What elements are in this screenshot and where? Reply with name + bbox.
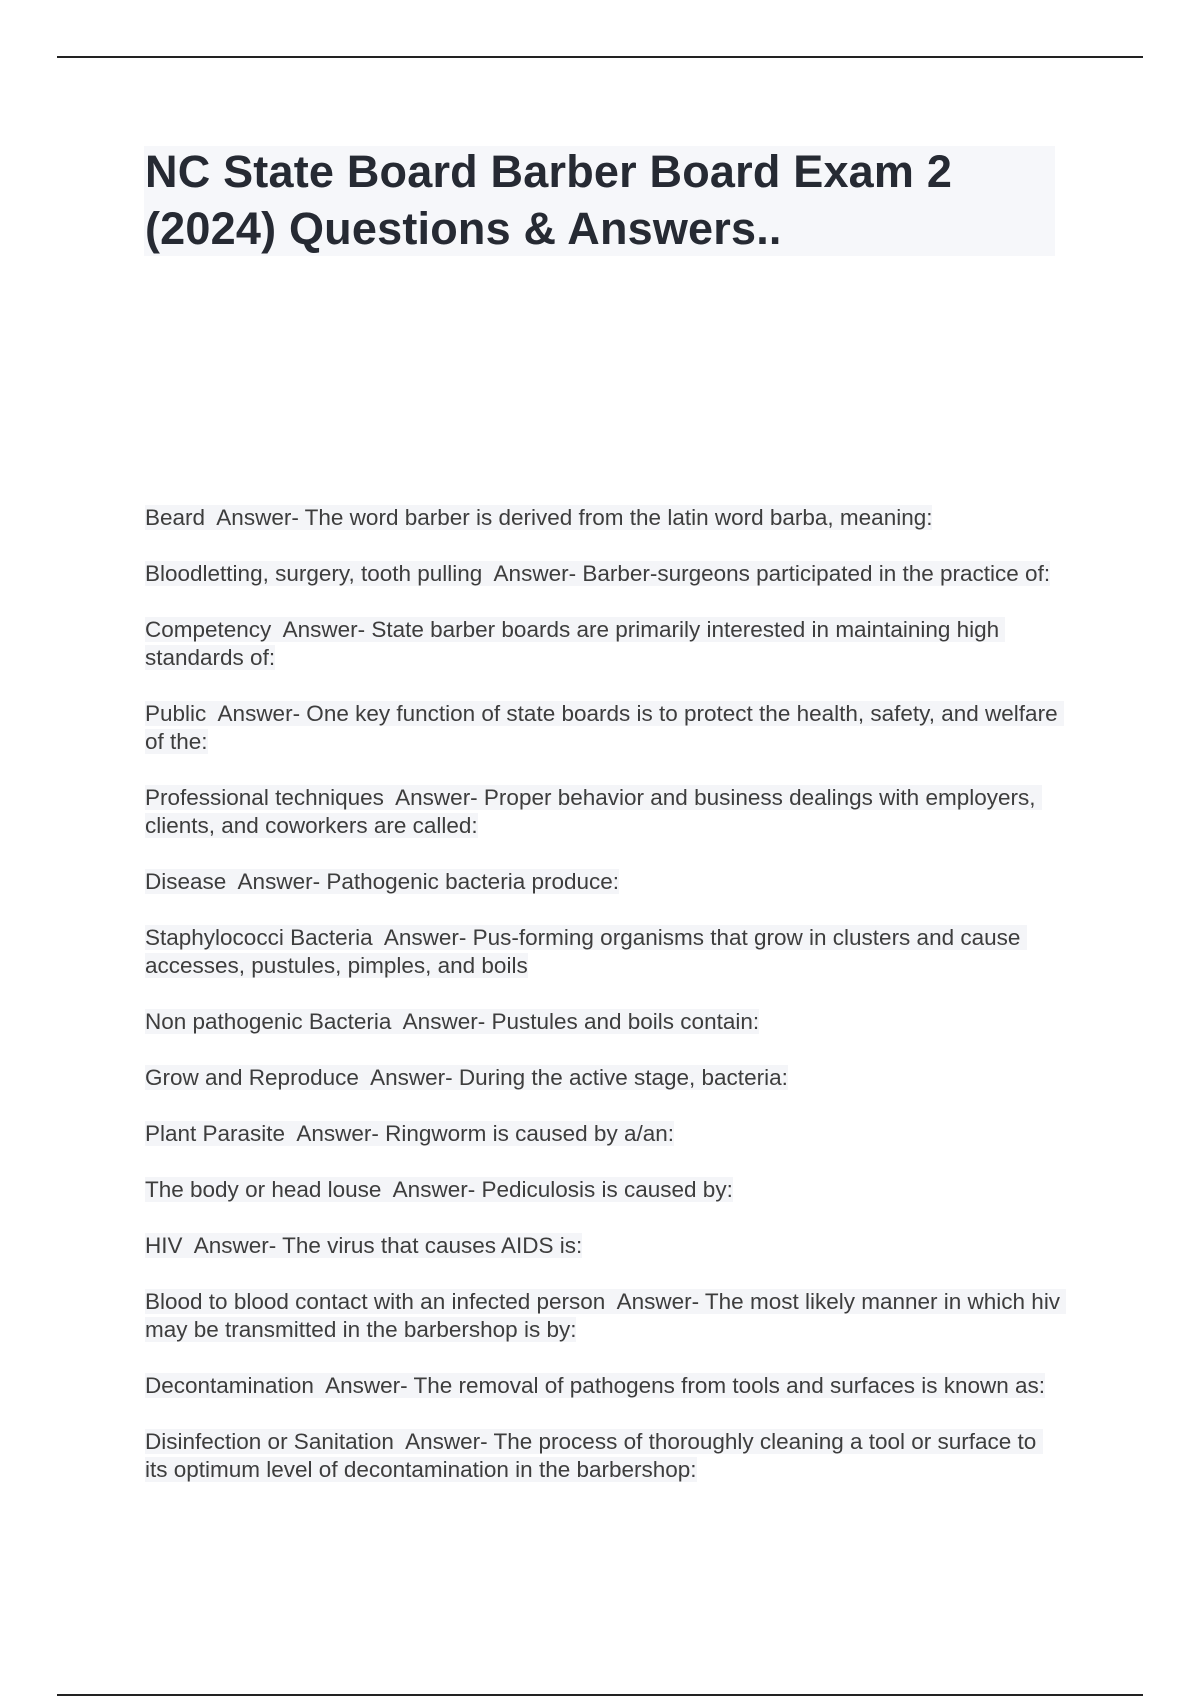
list-item (145, 1232, 1065, 1260)
list-item (145, 700, 1065, 756)
qa-text: Disease Answer- Pathogenic bacteria produce: (145, 869, 620, 894)
qa-text: Public Answer- One key function of state boards is to protect the health, safety, and welfare of the: (145, 701, 1064, 754)
qa-text: Decontamination Answer- The removal of pathogens from tools and surfaces is known as: (145, 1373, 1046, 1398)
page-title: NC State Board Barber Board Exam 2 (2024) Questions & Answers.. (145, 146, 953, 254)
list-item (145, 1064, 1065, 1092)
list-item (145, 1428, 1065, 1484)
qa-text: Beard Answer- The word barber is derived from the latin word barba, meaning: (145, 505, 933, 530)
list-item (145, 1288, 1065, 1344)
list-item (145, 504, 1065, 532)
qa-text: Bloodletting, surgery, tooth pulling Answer- Barber-surgeons participated in the practice of: (145, 561, 1051, 586)
qa-text: Non pathogenic Bacteria Answer- Pustules and boils contain: (145, 1009, 760, 1034)
list-item (145, 784, 1065, 840)
list-item (145, 1372, 1065, 1400)
list-item (145, 868, 1065, 896)
qa-list (145, 504, 1065, 1512)
qa-text: HIV Answer- The virus that causes AIDS is: (145, 1233, 583, 1258)
qa-text: Disinfection or Sanitation Answer- The process of thoroughly cleaning a tool or surface to its optimum level of decontamination in the barbershop: (145, 1429, 1043, 1482)
qa-text: Grow and Reproduce Answer- During the active stage, bacteria: (145, 1065, 788, 1090)
list-item (145, 1120, 1065, 1148)
list-item (145, 924, 1065, 980)
qa-text: The body or head louse Answer- Pediculosis is caused by: (145, 1177, 733, 1202)
list-item (145, 1176, 1065, 1204)
list-item (145, 560, 1065, 588)
qa-text: Plant Parasite Answer- Ringworm is caused by a/an: (145, 1121, 674, 1146)
list-item (145, 616, 1065, 672)
list-item (145, 1008, 1065, 1036)
top-divider (57, 56, 1143, 58)
qa-text: Professional techniques Answer- Proper behavior and business dealings with employers, clients, and coworkers are called: (145, 785, 1042, 838)
qa-text: Staphylococci Bacteria Answer- Pus-forming organisms that grow in clusters and cause accesses, pustules, pimples, and boils (145, 925, 1027, 978)
qa-text: Blood to blood contact with an infected person Answer- The most likely manner in which hiv may be transmitted in the barbershop is by: (145, 1289, 1067, 1342)
bottom-divider (57, 1694, 1143, 1696)
qa-text: Competency Answer- State barber boards are primarily interested in maintaining high standards of: (145, 617, 1006, 670)
